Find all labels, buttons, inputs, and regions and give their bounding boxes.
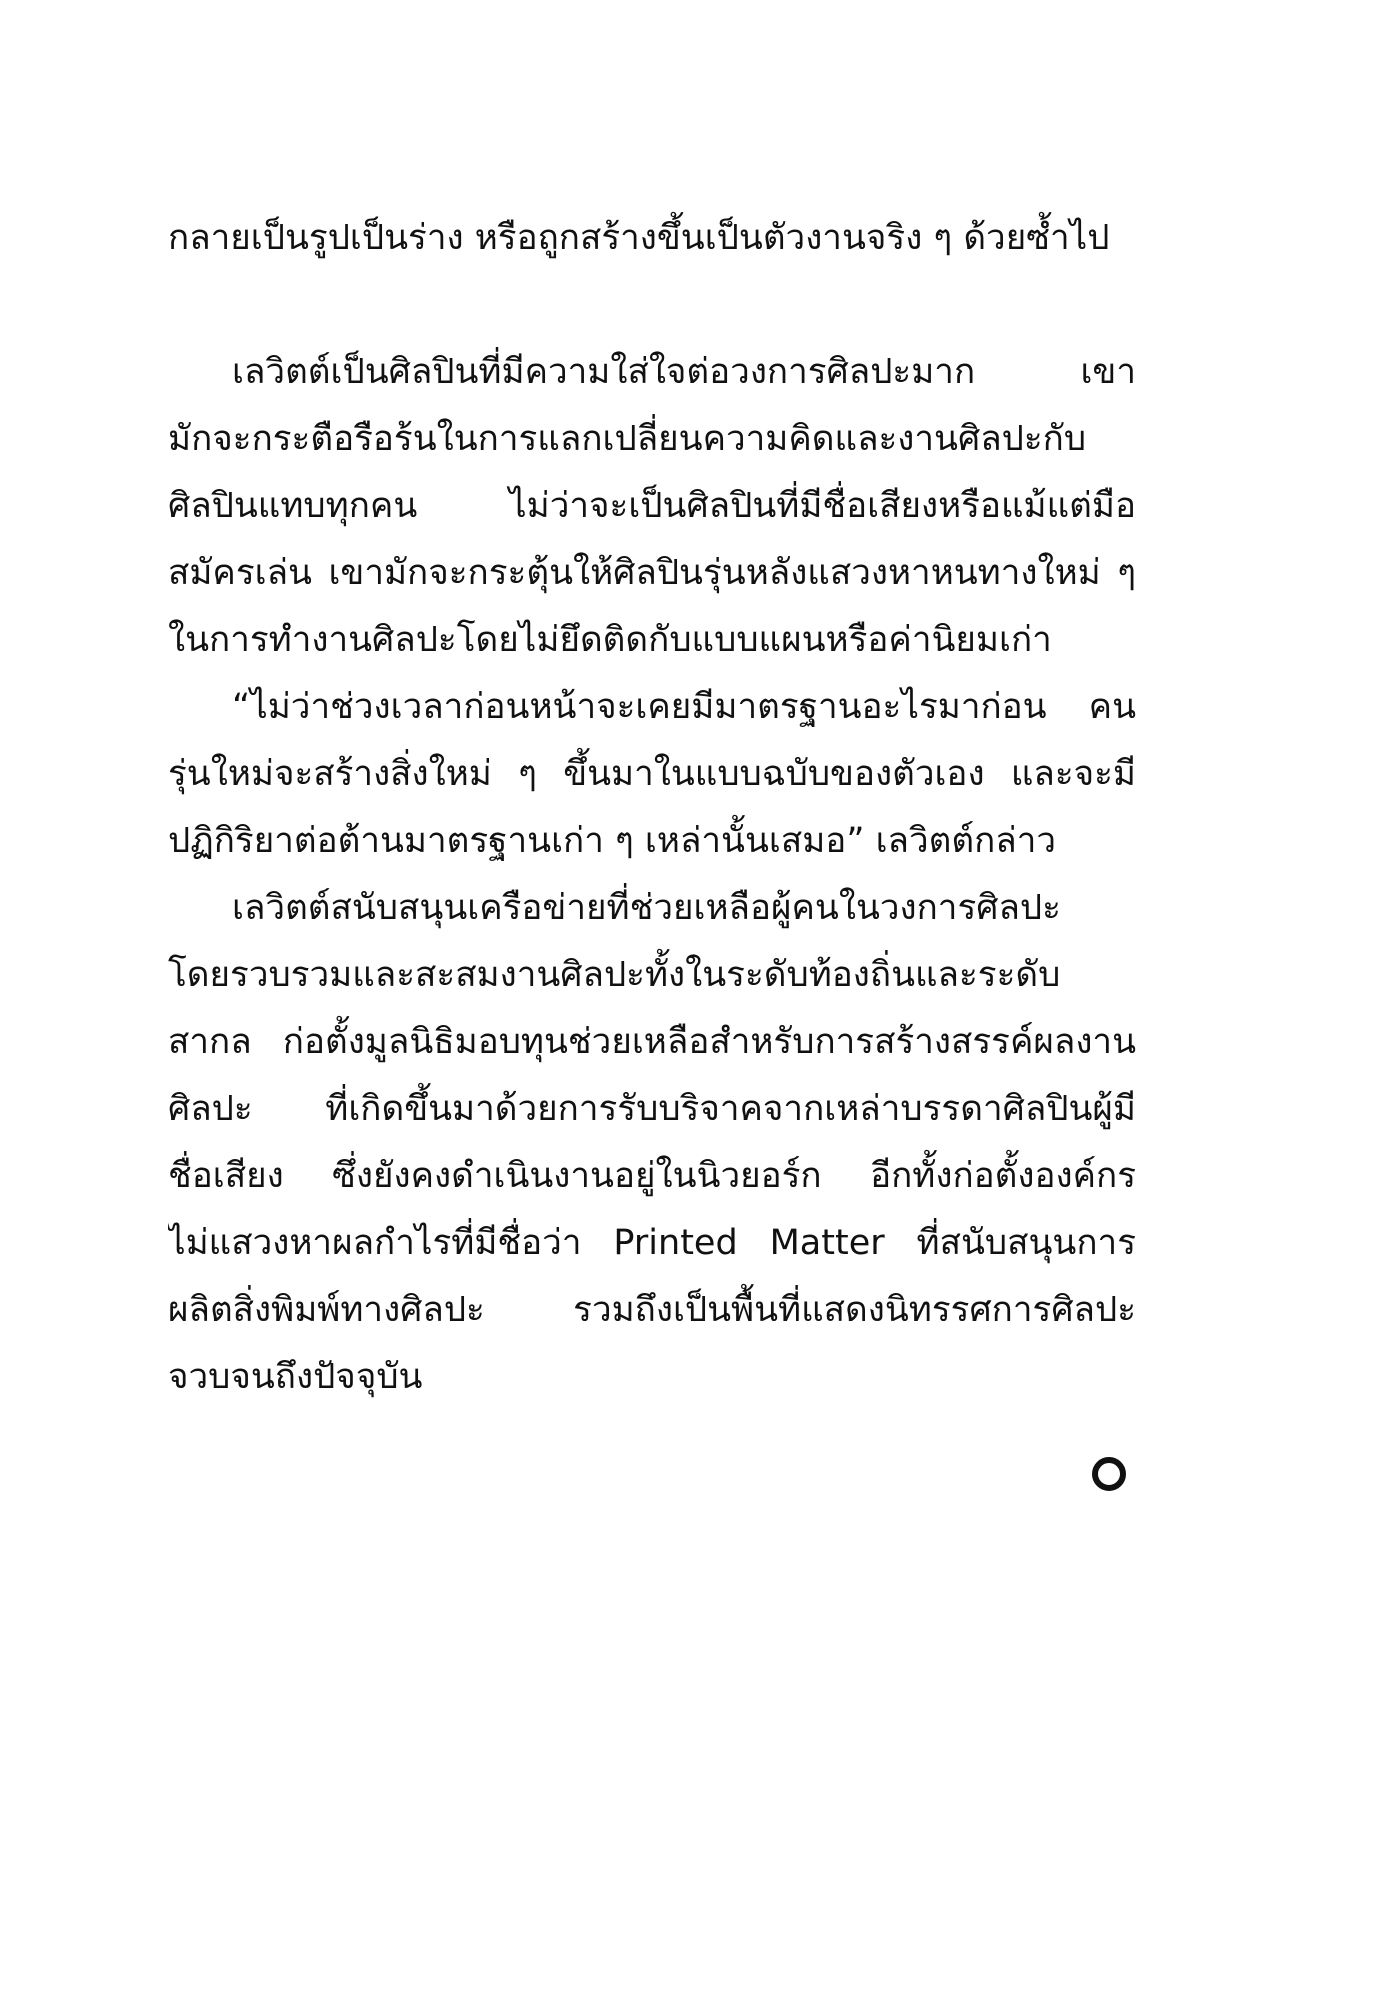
text-line: โดยรวบรวมและสะสมงานศิลปะทั้งในระดับท้องถิ่นและระดับ bbox=[168, 955, 1061, 995]
text-line: สมัครเล่น เขามักจะกระตุ้นให้ศิลปินรุ่นหลังแสวงหาหนทางใหม่ ๆ bbox=[168, 553, 1136, 593]
text-line: รุ่นใหม่จะสร้างสิ่งใหม่ ๆ ขึ้นมาในแบบฉบับของตัวเอง และจะมี bbox=[168, 754, 1136, 794]
text-line: ไม่แสวงหาผลกำไรที่มีชื่อว่า Printed Matter ที่สนับสนุนการ bbox=[168, 1223, 1136, 1263]
text-line: เลวิตต์สนับสนุนเครือข่ายที่ช่วยเหลือผู้คนในวงการศิลปะ bbox=[232, 888, 1061, 928]
text-line: ชื่อเสียง ซึ่งยังคงดำเนินงานอยู่ในนิวยอร์ก อีกทั้งก่อตั้งองค์กร bbox=[168, 1156, 1136, 1196]
text-line: ศิลปินแทบทุกคน ไม่ว่าจะเป็นศิลปินที่มีชื่อเสียงหรือแม้แต่มือ bbox=[168, 486, 1136, 526]
paragraph-gap bbox=[168, 272, 1136, 339]
text-line: สากล ก่อตั้งมูลนิธิมอบทุนช่วยเหลือสำหรับการสร้างสรรค์ผลงาน bbox=[168, 1022, 1136, 1062]
text-line: “ไม่ว่าช่วงเวลาก่อนหน้าจะเคยมีมาตรฐานอะไรมาก่อน คน bbox=[232, 687, 1136, 727]
text-line: เลวิตต์เป็นศิลปินที่มีความใส่ใจต่อวงการศิลปะมาก เขา bbox=[232, 352, 1136, 392]
text-line: ในการทำงานศิลปะโดยไม่ยึดติดกับแบบแผนหรือค่านิยมเก่า bbox=[168, 620, 1052, 660]
end-mark-circle-icon bbox=[1092, 1457, 1126, 1491]
text-line: ศิลปะ ที่เกิดขึ้นมาด้วยการรับบริจาคจากเหล่าบรรดาศิลปินผู้มี bbox=[168, 1089, 1136, 1129]
body-text bbox=[168, 205, 1136, 1411]
text-line: จวบจนถึงปัจจุบัน bbox=[168, 1357, 423, 1397]
text-line: ผลิตสิ่งพิมพ์ทางศิลปะ รวมถึงเป็นพื้นที่แสดงนิทรรศการศิลปะ bbox=[168, 1290, 1136, 1330]
text-line: กลายเป็นรูปเป็นร่าง หรือถูกสร้างขึ้นเป็นตัวงานจริง ๆ ด้วยซ้ำไป bbox=[168, 218, 1110, 258]
text-line: ปฏิกิริยาต่อต้านมาตรฐานเก่า ๆ เหล่านั้นเสมอ” เลวิตต์กล่าว bbox=[168, 821, 1057, 861]
text-line: มักจะกระตือรือร้นในการแลกเปลี่ยนความคิดและงานศิลปะกับ bbox=[168, 419, 1087, 459]
